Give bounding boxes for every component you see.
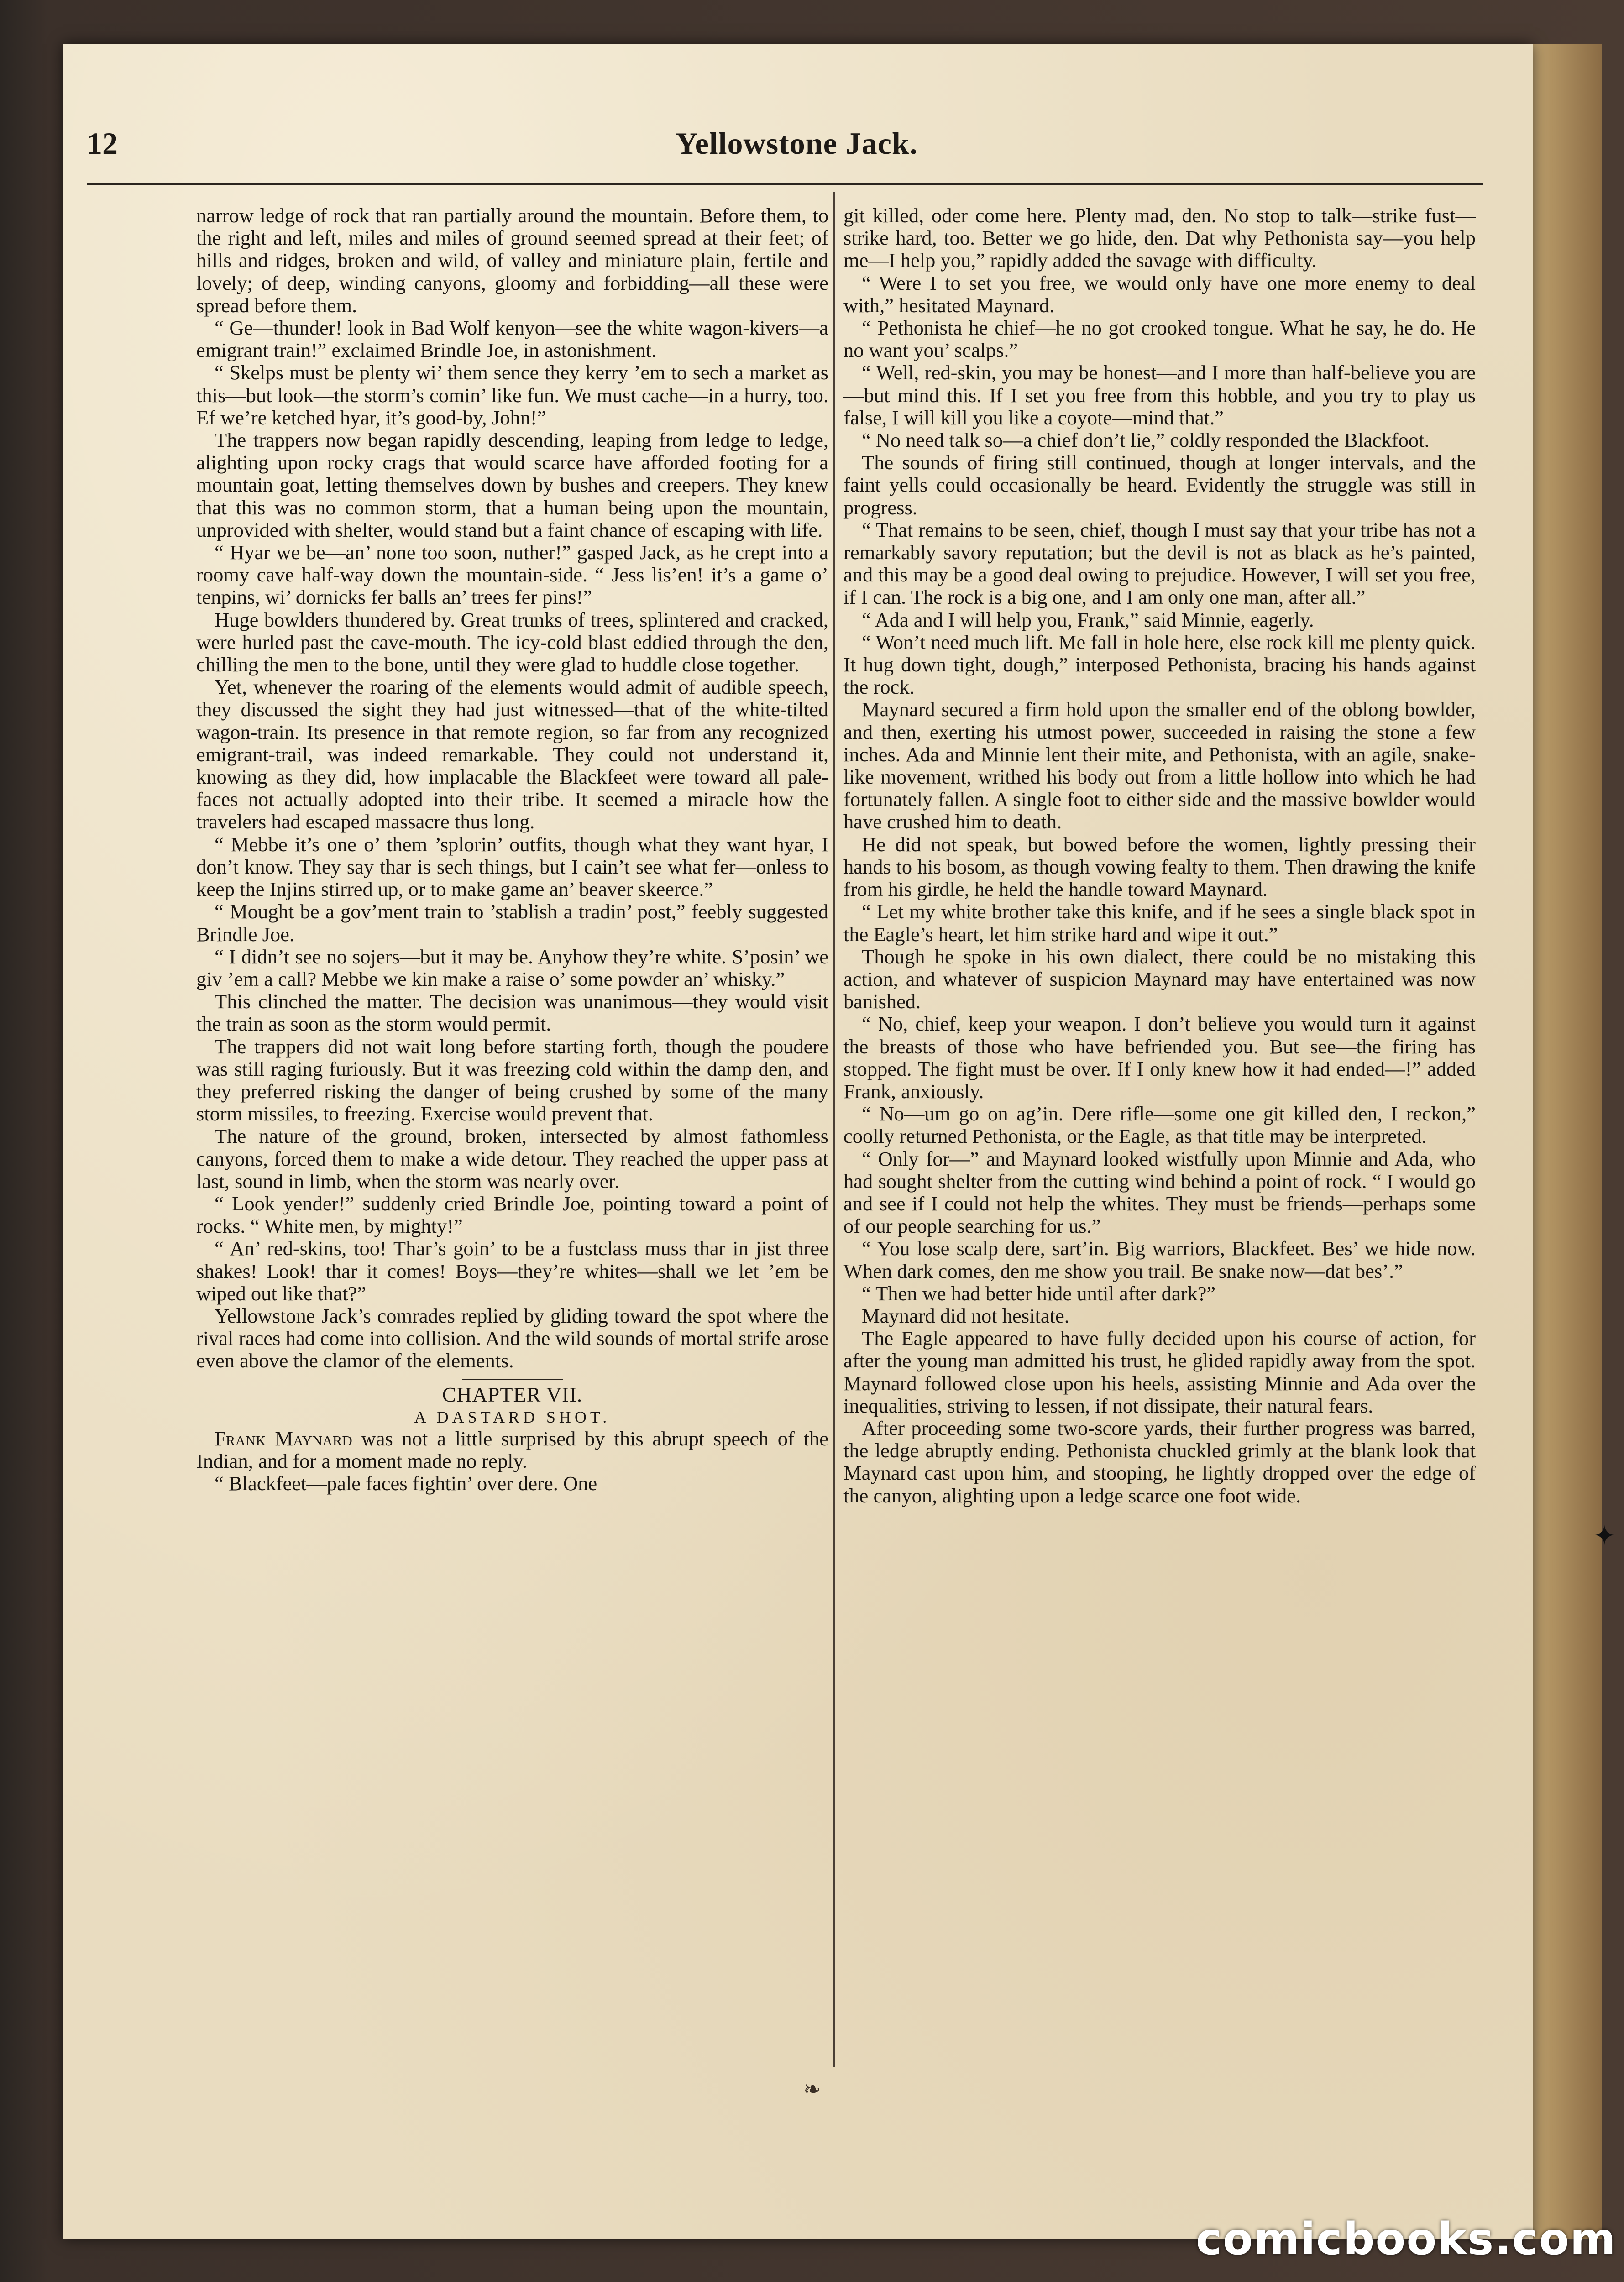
- paragraph: “ An’ red-skins, too! Thar’s goin’ to be a fustclass muss thar in jist three shakes! Look! thar it comes! Boys—they’re whites—shall we let ’em be wiped out like that?”: [196, 1237, 828, 1305]
- paragraph: “ Mebbe it’s one o’ them ’splorin’ outfits, though what they want hyar, I don’t know. They say thar is sech things, but I cain’t see what fer—onless to keep the Injins stirred up, or to make game an’ beaver skeerce.”: [196, 832, 828, 901]
- paragraph: “ Won’t need much lift. Me fall in hole here, else rock kill me plenty quick. It hug down tight, dough,” interposed Pethonista, bracing his hands against the rock.: [843, 630, 1476, 699]
- paragraph: The Eagle appeared to have fully decided upon his course of action, for after the young man admitted his trust, he glided rapidly away from the spot. Maynard followed close upon his heels, assisting Minnie and Ada over the inequalities, striving to lessen, if not dissipate, their natural fears.: [843, 1327, 1476, 1417]
- paragraph: Yellowstone Jack’s comrades replied by gliding toward the spot where the rival races had come into collision. And the wild sounds of mortal strife arose even above the clamor of the elements.: [196, 1304, 828, 1372]
- paragraph: “ No, chief, keep your weapon. I don’t believe you would turn it against the breasts of those who have befriended you. But see—the firing has stopped. The fight must be over. If I only knew how it had ended—!” added Frank, anxiously.: [843, 1012, 1476, 1103]
- watermark: comicbooks.com: [1196, 2214, 1617, 2265]
- left-column: [196, 204, 828, 1495]
- chapter-subtitle: A DASTARD SHOT.: [414, 1408, 611, 1426]
- paragraph: After proceeding some two-score yards, their further progress was barred, the ledge abruptly ending. Pethonista chuckled grimly at the blank look that Maynard cast upon him, and stooping, he lightly dropped over the edge of the canyon, alighting upon a ledge scarce one foot wide.: [843, 1416, 1476, 1507]
- paragraph: “ Pethonista he chief—he no got crooked tongue. What he say, he do. He no want you’ scalps.”: [843, 316, 1476, 362]
- paragraph: The trappers now began rapidly descending, leaping from ledge to ledge, alighting upon rocky crags that would scarce have afforded footing for a mountain goat, letting themselves down by bushes and creepers. They knew that this was no common storm, that a human being upon the mountain, unprovided with shelter, would stand but a faint chance of escaping with life.: [196, 429, 828, 541]
- right-column: [843, 204, 1476, 1507]
- ornament-icon: ❧: [803, 2078, 821, 2101]
- paragraph: “ Then we had better hide until after dark?”: [862, 1282, 1216, 1305]
- paragraph: “ Blackfeet—pale faces fightin’ over dere. One: [215, 1471, 597, 1495]
- paragraph: “ Hyar we be—an’ none too soon, nuther!” gasped Jack, as he crept into a roomy cave half-way down the mountain-side. “ Jess lis’en! it’s a game o’ tenpins, wi’ dornicks fer balls an’ trees fer pins!”: [196, 541, 828, 609]
- paragraph: “ Were I to set you free, we would only have one more enemy to deal with,” hesitated Maynard.: [843, 271, 1476, 317]
- chapter-rule: [462, 1379, 563, 1380]
- paragraph: Though he spoke in his own dialect, there could be no mistaking this action, and whatever of suspicion Maynard may have entertained was now banished.: [843, 945, 1476, 1013]
- paragraph: “ That remains to be seen, chief, though I must say that your tribe has not a remarkably savory reputation; but the devil is not as black as he’s painted, and this may be a good deal owing to prejudice. However, I will set you free, if I can. The rock is a big one, and I am only one man, after all.”: [843, 518, 1476, 609]
- chapter-heading: CHAPTER VII.: [442, 1382, 583, 1406]
- paragraph: He did not speak, but bowed before the women, lightly pressing their hands to his bosom, as though vowing fealty to them. Then drawing the knife from his girdle, he held the handle toward Maynard.: [843, 832, 1476, 901]
- paragraph: “ I didn’t see no sojers—but it may be. Anyhow they’re white. S’posin’ we giv ’em a call? Mebbe we kin make a raise o’ some powder an’ whisky.”: [196, 945, 828, 990]
- paragraph: git killed, oder come here. Plenty mad, den. No stop to talk—strike fust—strike hard, too. Better we go hide, den. Dat why Pethonista say—you help me—I help you,” rapidly added the savage with difficulty.: [843, 204, 1476, 272]
- paragraph: “ Skelps must be plenty wi’ them sence they kerry ’em to sech a market as this—but look—the storm’s comin’ like fun. We must cache—in a hurry, too. Ef we’re ketched hyar, it’s good-by, John!”: [196, 361, 828, 429]
- running-title: Yellowstone Jack.: [676, 126, 918, 161]
- paragraph: “ No—um go on ag’in. Dere rifle—some one git killed den, I reckon,” coolly returned Pethonista, or the Eagle, as that title may be interpreted.: [843, 1102, 1476, 1148]
- paragraph-text: was not a little surprised by this abrupt speech of the Indian, and for a moment made no reply.: [196, 1427, 828, 1472]
- character-name: Frank Maynard: [215, 1427, 352, 1450]
- paragraph: The sounds of firing still continued, though at longer intervals, and the faint yells could occasionally be heard. Evidently the struggle was still in progress.: [843, 451, 1476, 519]
- paragraph: This clinched the matter. The decision was unanimous—they would visit the train as soon as the storm would permit.: [196, 990, 828, 1036]
- paragraph: The nature of the ground, broken, intersected by almost fathomless canyons, forced them to make a wide detour. They reached the upper pass at last, sound in limb, when the storm was nearly over.: [196, 1125, 828, 1193]
- margin-mark-icon: ✦: [1593, 1521, 1616, 1551]
- paragraph: Maynard did not hesitate.: [862, 1304, 1069, 1327]
- paragraph: Maynard secured a firm hold upon the smaller end of the oblong bowlder, and then, exerting his utmost power, succeeded in raising the stone a few inches. Ada and Minnie lent their mite, and Pethonista, with an agile, snake-like movement, writhed his body out from a little hollow into which he had fortunately fallen. A single foot to either side and the massive bowlder would have crushed him to death.: [843, 698, 1476, 833]
- paragraph: “ No need talk so—a chief don’t lie,” coldly responded the Blackfoot.: [862, 429, 1430, 452]
- paragraph: “ Only for—” and Maynard looked wistfully upon Minnie and Ada, who had sought shelter from the cutting wind behind a point of rock. “ I would go and see if I could not help the whites. They must be friends—perhaps some of our people searching for us.”: [843, 1147, 1476, 1238]
- paragraph: “ Well, red-skin, you may be honest—and I more than half-believe you are—but mind this. If I set you free from this hobble, and you try to play us false, I will kill you like a coyote—mind that.”: [843, 361, 1476, 429]
- paragraph: “ Let my white brother take this knife, and if he sees a single black spot in the Eagle’s heart, let him strike hard and wipe it out.”: [843, 900, 1476, 946]
- paragraph: “ Look yender!” suddenly cried Brindle Joe, pointing toward a point of rocks. “ White men, by mighty!”: [196, 1192, 828, 1238]
- paragraph: “ You lose scalp dere, sart’in. Big warriors, Blackfeet. Bes’ we hide now. When dark comes, den me show you trail. Be snake now—dat bes’.”: [843, 1237, 1476, 1282]
- paragraph: The trappers did not wait long before starting forth, though the poudere was still raging furiously. But it was freezing cold within the damp den, and they preferred risking the danger of being crushed by some of the many storm missiles, to freezing. Exercise would prevent that.: [196, 1035, 828, 1125]
- column-divider: [833, 192, 835, 2067]
- paragraph: [196, 1428, 828, 1472]
- header-rule: [87, 183, 1483, 185]
- paragraph: “ Ge—thunder! look in Bad Wolf kenyon—see the white wagon-kivers—a emigrant train!” exclaimed Brindle Joe, in astonishment.: [196, 316, 828, 362]
- paragraph: “ Ada and I will help you, Frank,” said Minnie, eagerly.: [862, 608, 1314, 631]
- chapter-block: [196, 1379, 828, 1428]
- paragraph: Huge bowlders thundered by. Great trunks of trees, splintered and cracked, were hurled past the cave-mouth. The icy-cold blast eddied through the den, chilling the men to the bone, until they were glad to huddle close together.: [196, 608, 828, 676]
- page-number: 12: [87, 126, 118, 161]
- paragraph: “ Mought be a gov’ment train to ’stablish a tradin’ post,” feebly suggested Brindle Joe.: [196, 900, 828, 946]
- paragraph: narrow ledge of rock that ran partially around the mountain. Before them, to the right and left, miles and miles of ground seemed spread at their feet; of hills and ridges, broken and wild, of valley and miniature plain, fertile and lovely; of deep, winding canyons, gloomy and forbidding—all these were spread before them.: [196, 204, 828, 317]
- paragraph: Yet, whenever the roaring of the elements would admit of audible speech, they discussed the sight they had just witnessed—that of the white-tilted wagon-train. Its presence in that remote region, so far from any recognized emigrant-trail, was indeed remarkable. They could not understand it, knowing as they did, how implacable the Blackfeet were toward all pale-faces not actually adopted into their tribe. It seemed a miracle how the travelers had escaped massacre thus long.: [196, 675, 828, 833]
